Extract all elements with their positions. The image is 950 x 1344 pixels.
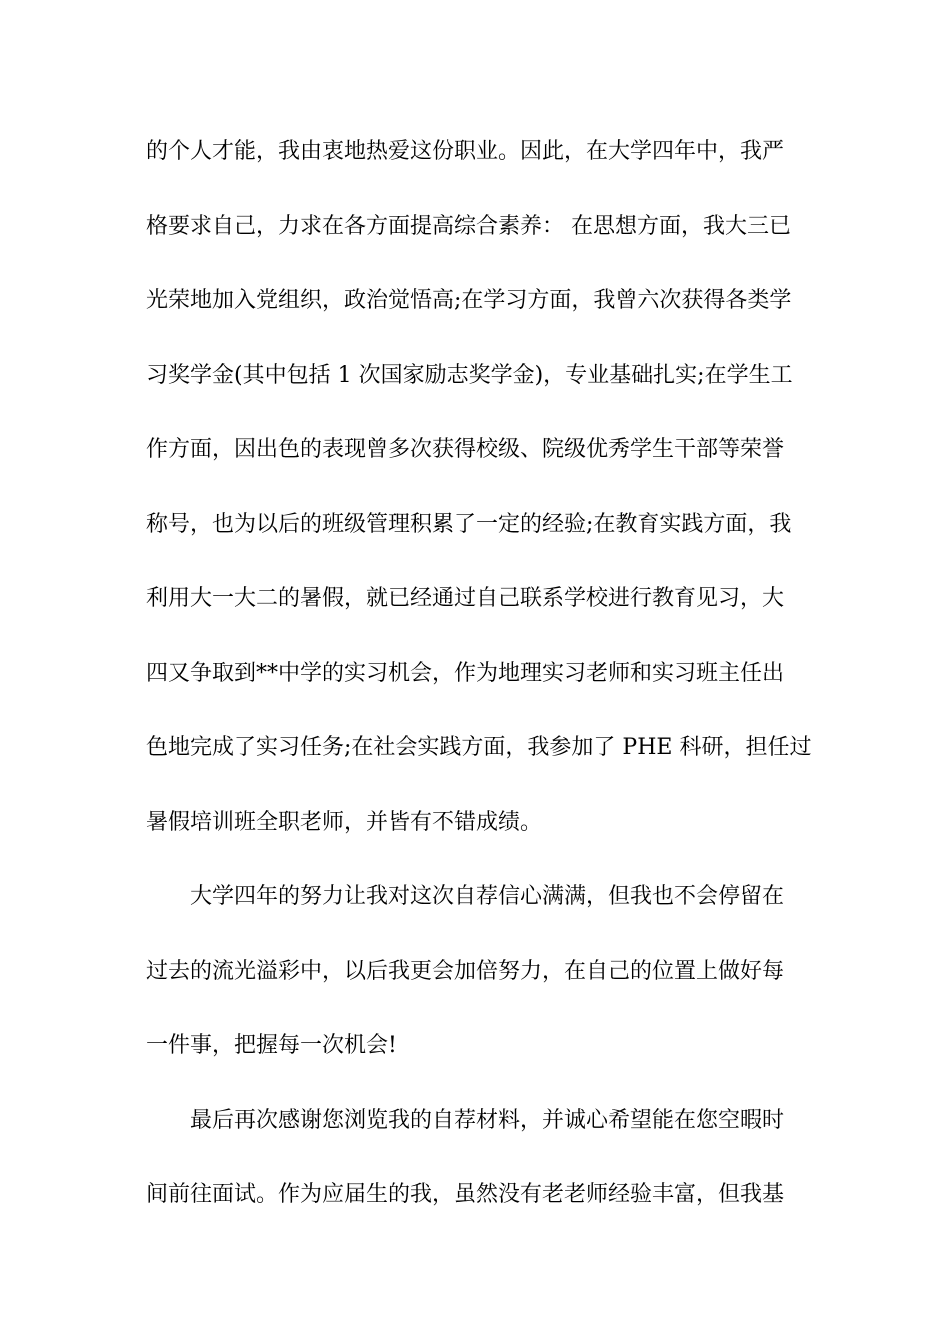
text-line: 作方面，因出色的表现曾多次获得校级、院级优秀学生干部等荣誉 <box>146 437 785 462</box>
text-line: 四又争取到**中学的实习机会，作为地理实习老师和实习班主任出 <box>146 660 785 686</box>
text-line: 称号，也为以后的班级管理积累了一定的经验;在教育实践方面，我 <box>146 511 792 537</box>
text-line: 的个人才能，我由衷地热爱这份职业。因此，在大学四年中，我严 <box>146 139 785 164</box>
paragraph-start-line: 大学四年的努力让我对这次自荐信心满满，但我也不会停留在 <box>190 884 785 909</box>
text-line: 过去的流光溢彩中，以后我更会加倍努力，在自己的位置上做好每 <box>146 958 785 984</box>
text-line: 习奖学金(其中包括 1 次国家励志奖学金)，专业基础扎实;在学生工 <box>146 362 793 388</box>
text-line: 格要求自己，力求在各方面提高综合素养： 在思想方面，我大三已 <box>146 213 791 239</box>
text-line: 光荣地加入党组织，政治觉悟高;在学习方面，我曾六次获得各类学 <box>146 288 792 313</box>
paragraph-start-line: 最后再次感谢您浏览我的自荐材料，并诚心希望能在您空暇时 <box>190 1107 785 1133</box>
document-body <box>146 130 811 1248</box>
text-line: 暑假培训班全职老师，并皆有不错成绩。 <box>146 809 543 835</box>
text-line: 一件事，把握每一次机会! <box>146 1033 397 1058</box>
text-line: 利用大一大二的暑假，就已经通过自己联系学校进行教育见习，大 <box>146 586 785 611</box>
text-line: 色地完成了实习任务;在社会实践方面，我参加了 PHE 科研，担任过 <box>146 735 811 760</box>
text-line: 间前往面试。作为应届生的我，虽然没有老老师经验丰富，但我基 <box>146 1182 785 1207</box>
